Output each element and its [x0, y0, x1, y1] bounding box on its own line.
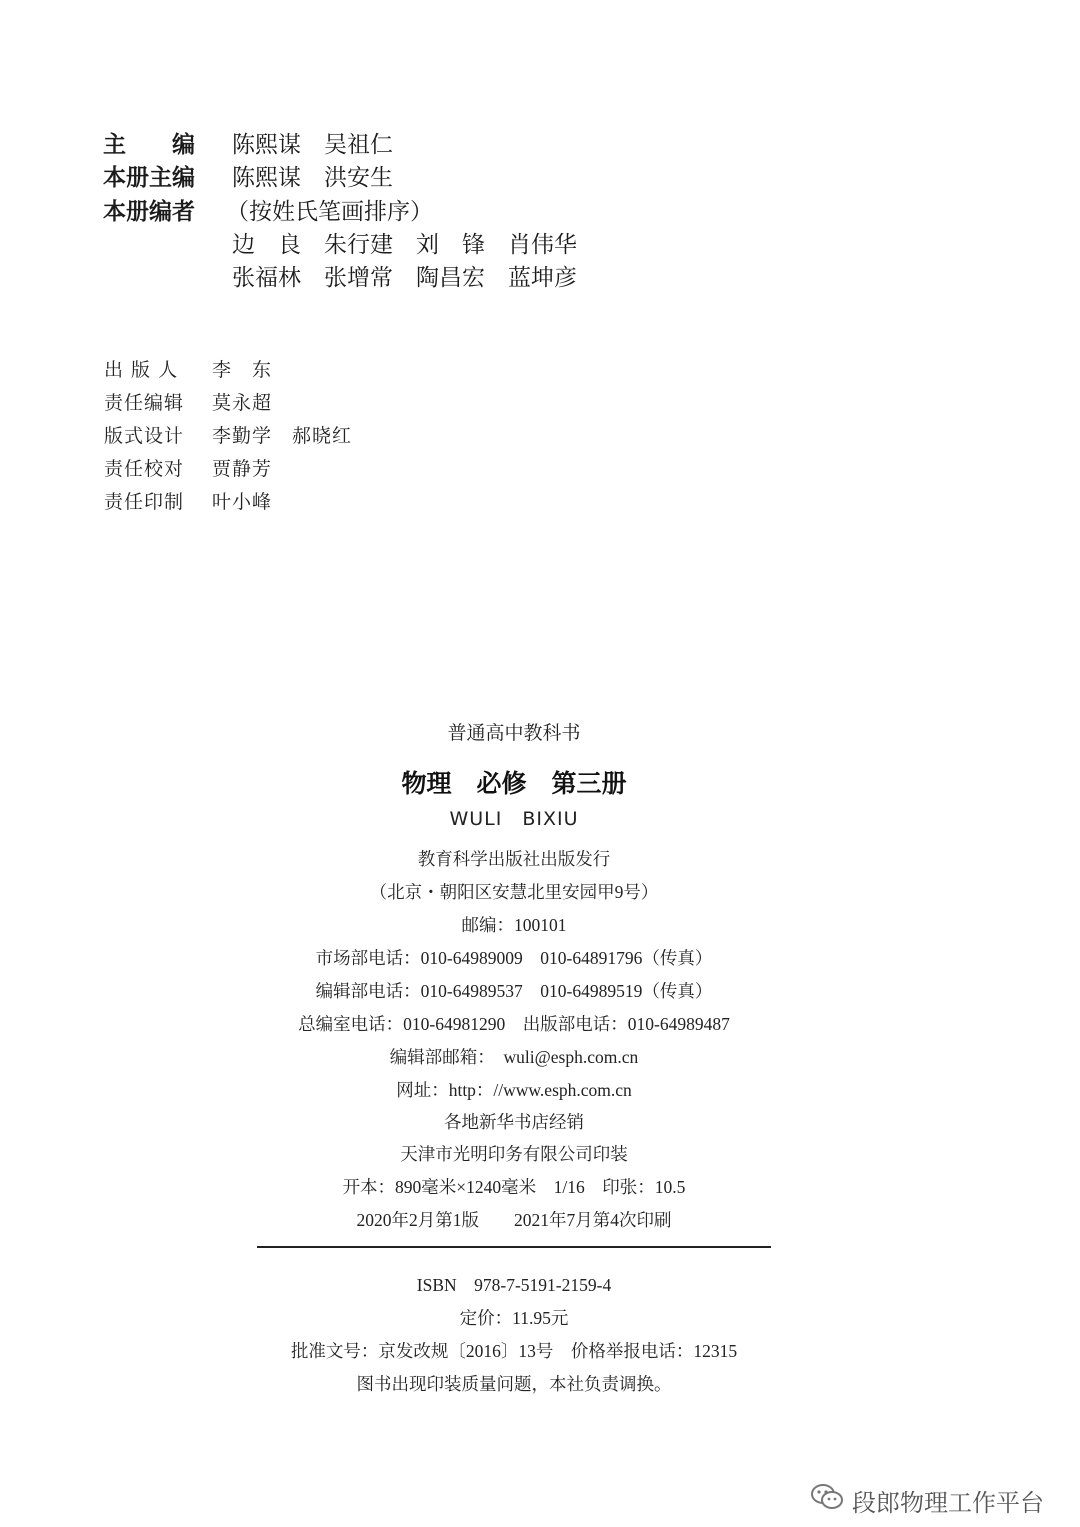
imprint-printer: 天津市光明印务有限公司印装	[400, 1144, 628, 1164]
approval-number: 批准文号：京发改规〔2016〕13号 价格举报电话：12315	[290, 1341, 738, 1361]
imprint-edition: 2020年2月第1版 2021年7月第4次印刷	[356, 1210, 672, 1230]
wechat-icon	[810, 1482, 844, 1518]
divider-line	[257, 1246, 771, 1248]
staff-role-proofreader: 责任校对	[104, 458, 185, 480]
book-series: 普通高中教科书	[447, 722, 581, 744]
imprint-format: 开本：890毫米×1240毫米 1/16 印张：10.5	[342, 1177, 686, 1197]
staff-name-layout: 李勤学 郝晓红	[212, 425, 353, 447]
imprint-address: （北京・朝阳区安慧北里安园甲9号）	[369, 882, 659, 902]
imprint-editorial-phone: 编辑部电话：010-64989537 010-64989519（传真）	[315, 981, 713, 1001]
imprint-website: 网址：http：//www.esph.com.cn	[396, 1080, 632, 1100]
book-title: 物理 必修 第三册	[401, 769, 627, 798]
staff-role-layout: 版式设计	[104, 425, 185, 447]
authors-row-1: 边 良 朱行建 刘 锋 肖伟华	[232, 232, 577, 258]
staff-name-proofreader: 贾静芳	[212, 458, 273, 480]
staff-role-publisher: 出 版 人	[104, 359, 179, 381]
authors-note: （按姓氏笔画排序）	[226, 199, 433, 225]
staff-name-printing: 叶小峰	[212, 491, 273, 513]
imprint-email: 编辑部邮箱： wuli@esph.com.cn	[389, 1047, 639, 1067]
imprint-distribution: 各地新华书店经销	[444, 1112, 584, 1132]
price: 定价：11.95元	[459, 1308, 569, 1328]
staff-name-publisher: 李 东	[212, 359, 273, 381]
isbn: ISBN 978-7-5191-2159-4	[416, 1275, 612, 1295]
quality-notice: 图书出现印装质量问题，本社负责调换。	[356, 1374, 672, 1394]
imprint-market-phone: 市场部电话：010-64989009 010-64891796（传真）	[315, 948, 713, 968]
staff-name-editor: 莫永超	[212, 392, 273, 414]
authors-label: 本册编者	[103, 199, 195, 225]
imprint-publisher: 教育科学出版社出版发行	[417, 849, 611, 869]
staff-role-printing: 责任印制	[104, 491, 185, 513]
imprint-office-phone: 总编室电话：010-64981290 出版部电话：010-64989487	[298, 1014, 730, 1034]
authors-row-2: 张福林 张增常 陶昌宏 蓝坤彦	[232, 265, 577, 291]
watermark	[810, 1482, 1044, 1518]
chief-editor-label: 主 编	[103, 132, 195, 158]
watermark-text: 段郎物理工作平台	[852, 1488, 1044, 1517]
volume-editor-names: 陈熙谋 洪安生	[232, 165, 393, 191]
volume-editor-label: 本册主编	[103, 165, 195, 191]
chief-editor-names: 陈熙谋 吴祖仁	[232, 132, 393, 158]
imprint-postcode: 邮编：100101	[461, 915, 567, 935]
book-pinyin: WULI BIXIU	[449, 808, 579, 830]
staff-role-editor: 责任编辑	[104, 392, 185, 414]
